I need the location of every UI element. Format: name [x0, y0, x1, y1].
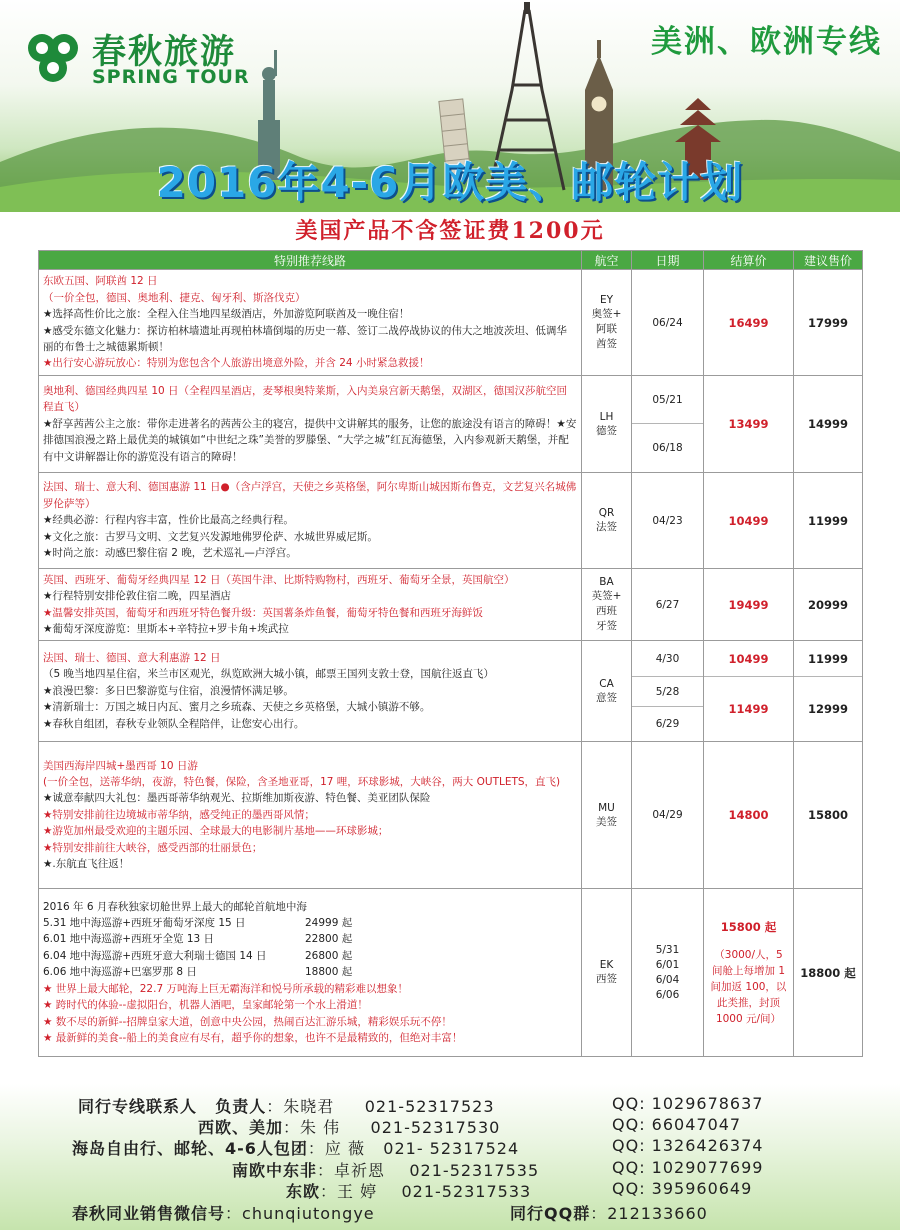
settle-price-cell: 16499 [704, 270, 794, 376]
tour-table [38, 250, 863, 1057]
contact-qq: QQ: 1326426374 [612, 1136, 764, 1155]
settle-price-cell [704, 889, 794, 1057]
route-cell [39, 376, 582, 473]
visa-line: 阿联 [596, 323, 617, 335]
cruise-highlight: ★ 跨时代的体验--虚拟阳台，机器人酒吧，皇家邮轮第一个水上滑道！ [43, 999, 368, 1012]
page-title: 2016年4-6月欧美、邮轮计划 [156, 158, 744, 207]
route-line: 法国、瑞士、意大利、德国惠游 11 日●（含卢浮宫，天使之乡英格堡，阿尔卑斯山城因斯布鲁克，文艺复兴名城佛罗伦萨等） [43, 481, 577, 510]
route-cell [39, 270, 582, 376]
settle-price-cell [704, 641, 794, 742]
contact-row [78, 1094, 495, 1117]
route-line: ★诚意奉献四大礼包：墨西哥蒂华纳观光、拉斯维加斯夜游、特色餐、美亚团队保险 [43, 792, 431, 805]
contact-phone: 021-52317523 [364, 1097, 495, 1116]
visa-line: 西班 [596, 605, 617, 617]
contact-row [198, 1115, 500, 1138]
airline-cell [582, 569, 632, 641]
route-line: ★浪漫巴黎：多日巴黎游览与住宿，浪漫情怀满足够。 [43, 684, 294, 697]
route-line: 奥地利、德国经典四星 10 日（全程四星酒店，麦琴根奥特莱斯，入内美泉宫新天鹅堡，双湖区，德国汉莎航空回程直飞） [43, 384, 568, 414]
spring-tour-logo-icon [22, 26, 84, 88]
date-value: 06/18 [652, 442, 683, 454]
date-cell [632, 376, 704, 473]
date-cell: 04/29 [632, 742, 704, 889]
settle-note: （3000/人，5 间舱上每增加 1 间加返 100，以此类推，封顶 1000 元/间） [710, 948, 787, 1025]
settle-price-cell: 19499 [704, 569, 794, 641]
route-line: 美国西海岸四城+墨西哥 10 日游 [43, 759, 198, 772]
contact-name: ：朱晓君 [266, 1097, 335, 1116]
route-line: ★.东航直飞往返！ [43, 858, 130, 871]
settle-price-cell: 10499 [704, 473, 794, 569]
contact-qq: QQ: 1029678637 [612, 1094, 764, 1113]
airline-code: CA [599, 677, 614, 690]
contact-name: ：朱 伟 [283, 1118, 341, 1137]
date-value: 4/30 [632, 641, 703, 677]
brand-logo [22, 22, 272, 92]
wechat-id: ：chunqiutongye [225, 1204, 375, 1223]
table-row [39, 641, 863, 742]
date-value: 05/21 [632, 376, 703, 424]
airline-cell [582, 473, 632, 569]
contact-role: 负责人 [215, 1097, 267, 1116]
route-line: （一价全包，德国、奥地利、捷克、匈牙利、斯洛伐克） [43, 291, 306, 304]
retail-price-cell: 11999 [794, 473, 863, 569]
contact-row [72, 1136, 519, 1159]
route-line: ★选择高性价比之旅：全程入住当地四星级酒店，外加游览阿联酋及一晚住宿！ [43, 308, 410, 321]
date-value: 6/29 [655, 718, 680, 730]
route-line: 英国、西班牙、葡萄牙经典四星 12 日（英国牛津、比斯特购物村，西班牙、葡萄牙全景，英国航空） [43, 573, 515, 586]
cruise-item [43, 915, 577, 931]
retail-price-cell: 17999 [794, 270, 863, 376]
airline-cell [582, 889, 632, 1057]
date-cell [632, 641, 704, 742]
brand-name-en: SPRING TOUR [92, 66, 250, 88]
contact-label: 同行QQ群 [510, 1204, 591, 1223]
price-value: 12999 [807, 702, 848, 716]
cruise-item [43, 948, 577, 964]
date-cell [632, 889, 704, 1057]
visa-line: 西签 [596, 973, 617, 985]
route-cell [39, 641, 582, 742]
table-row [39, 376, 863, 473]
contact-label: 海岛自由行、邮轮、4-6人包团 [72, 1139, 308, 1158]
visa-line: 酋签 [596, 338, 617, 350]
contact-phone: 021-52317535 [409, 1161, 540, 1180]
table-row-cruise [39, 889, 863, 1057]
visa-line: 美签 [596, 815, 617, 828]
contact-row [510, 1201, 708, 1224]
route-line: ★温馨安排英国，葡萄牙和西班牙特色餐升级：英国薯条炸鱼餐，葡萄牙特色餐和西班牙海鲜饭 [43, 606, 483, 619]
airline-cell [582, 742, 632, 889]
visa-line: 奥签+ [591, 308, 622, 320]
contact-qq: QQ: 66047047 [612, 1115, 742, 1134]
cruise-item-name: 6.06 地中海巡游+巴塞罗那 8 日 [43, 966, 197, 979]
route-line: ★游览加州最受欢迎的主题乐园、全球最大的电影制片基地——环球影城； [43, 825, 389, 838]
route-line: 东欧五国、阿联酋 12 日 [43, 275, 158, 288]
airline-cell [582, 376, 632, 473]
route-line: ★时尚之旅：动感巴黎住宿 2 晚，艺术巡礼—卢浮宫。 [43, 547, 297, 560]
contact-label: 南欧中东非 [232, 1161, 318, 1180]
table-header-row [39, 251, 863, 270]
route-line: 法国、瑞士、德国、意大利惠游 12 日 [43, 651, 221, 664]
table-row [39, 473, 863, 569]
col-header-date: 日期 [632, 251, 704, 270]
settle-value: 10499 [704, 641, 793, 677]
route-line: ★感受东德文化魅力：探访柏林墙遗址再现柏林墙倒塌的历史一幕、签订二战停战协议的伟大之地波茨坦、低调华丽的布鲁士之城德累斯顿！ [43, 324, 567, 353]
settle-price-cell: 13499 [704, 376, 794, 473]
airline-code: QR [598, 507, 615, 519]
cruise-item-price: 18800 起 [305, 966, 353, 979]
airline-code: MU [598, 801, 615, 814]
col-header-airline: 航空 [582, 251, 632, 270]
visa-line: 德签 [596, 424, 617, 437]
route-line: ★春秋自组团，春秋专业领队全程陪伴，让您安心出行。 [43, 717, 305, 730]
cruise-item-price: 24999 起 [305, 917, 353, 930]
settle-value: 11499 [728, 702, 769, 716]
qq-group: ：212133660 [590, 1204, 708, 1223]
retail-price-cell: 18800 起 [794, 889, 863, 1057]
contact-row [72, 1201, 375, 1224]
route-line: （5 晚当地四星住宿，米兰市区观光，纵览欧洲大城小镇，邮票王国列支敦士登，国航往返直飞） [43, 668, 495, 681]
route-line: ★特别安排前往大峡谷，感受西部的壮丽景色； [43, 841, 263, 854]
col-header-retail-price: 建议售价 [794, 251, 863, 270]
contact-qq: QQ: 1029077699 [612, 1158, 764, 1177]
visa-line: 英签+ [591, 590, 622, 602]
route-line: ★行程特别安排伦敦住宿二晚，四星酒店 [43, 590, 231, 603]
visa-line: 意签 [596, 691, 617, 704]
route-line: ★经典必游：行程内容丰富，性价比最高之经典行程。 [43, 514, 294, 527]
contact-name: ：卓祈恩 [317, 1161, 386, 1180]
date-value: 6/01 [655, 958, 680, 971]
settle-price-cell: 14800 [704, 742, 794, 889]
cruise-highlight: ★ 数不尽的新鲜--招牌皇家大道，创意中央公园，热闹百达汇游乐城，精彩娱乐玩不停！ [43, 1015, 452, 1028]
date-value: 5/28 [632, 677, 703, 707]
contact-phone: 021-52317533 [401, 1182, 532, 1201]
date-cell: 06/24 [632, 270, 704, 376]
cruise-intro: 2016 年 6 月春秋独家切舱世界上最大的邮轮首航地中海 [43, 900, 307, 913]
brand-name-cn: 春秋旅游 [92, 32, 236, 72]
airline-cell [582, 641, 632, 742]
route-line: ★葡萄牙深度游览：里斯本+辛特拉+罗卡角+埃武拉 [43, 622, 289, 635]
airline-code: EY [599, 294, 614, 306]
route-line: ★舒享茜茜公主之旅：带你走进著名的茜茜公主的寝宫，提供中文讲解其的服务，让您的旅途没有语言的障碍！★安排德国浪漫之路上最优美的城镇如“中世纪之珠”美誉的罗滕堡、“大学之城”红瓦海德堡，入内参观新天鹅堡，并配有中文讲解器让你的游览没有语言的障碍！ [43, 417, 577, 463]
cruise-item-name: 6.01 地中海巡游+西班牙全览 13 日 [43, 933, 215, 946]
contact-qq: QQ: 395960649 [612, 1179, 753, 1198]
airline-cell [582, 270, 632, 376]
date-cell: 6/27 [632, 569, 704, 641]
contact-phone: 021-52317530 [370, 1118, 501, 1137]
route-cell [39, 473, 582, 569]
cruise-item [43, 964, 577, 980]
cruise-highlight: ★ 最新鲜的美食--船上的美食应有尽有，超乎你的想象，也许不是最精致的，但绝对丰富！ [43, 1031, 463, 1044]
price-value: 11999 [794, 641, 862, 677]
route-line: (一价全包，送蒂华纳，夜游，特色餐，保险，含圣地亚哥，17 哩，环球影城，大峡谷，两大 OUTLETS，直飞) [43, 775, 561, 788]
route-tag: 美洲、欧洲专线 [651, 24, 882, 60]
table-row [39, 270, 863, 376]
col-header-settle-price: 结算价 [704, 251, 794, 270]
route-cell [39, 889, 582, 1057]
route-cell [39, 569, 582, 641]
settle-value: 15800 起 [720, 919, 777, 934]
airline-code: BA [599, 576, 614, 588]
contact-name: ：应 薇 [307, 1139, 366, 1158]
retail-price-cell: 20999 [794, 569, 863, 641]
contact-row [232, 1158, 539, 1181]
contacts-section [0, 1084, 900, 1230]
contact-row [286, 1179, 531, 1202]
airline-code: LH [599, 410, 614, 423]
cruise-item-name: 5.31 地中海巡游+西班牙葡萄牙深度 15 日 [43, 917, 246, 930]
retail-price-cell [794, 641, 863, 742]
date-value: 6/06 [655, 988, 680, 1001]
date-cell: 04/23 [632, 473, 704, 569]
cruise-item-price: 22800 起 [305, 933, 353, 946]
cruise-highlight: ★ 世界上最大邮轮，22.7 万吨海上巨无霸海洋和悦号所承载的精彩难以想象！ [43, 982, 408, 995]
airline-code: EK [599, 959, 614, 971]
route-line: ★清新瑞士：万国之城日内瓦、蜜月之乡琉森、天使之乡英格堡，大城小镇游不够。 [43, 701, 431, 714]
cruise-item-name: 6.04 地中海巡游+西班牙意大利瑞士德国 14 日 [43, 949, 267, 962]
contact-label: 同行专线联系人 [78, 1097, 198, 1116]
cruise-item [43, 931, 577, 947]
route-line: ★出行安心游玩放心：特别为您包含个人旅游出境意外险，并含 24 小时紧急救援！ [43, 357, 430, 370]
visa-notice: 美国产品不含签证费1200元 [295, 218, 605, 244]
route-line: ★特别安排前往边境城市蒂华纳，感受纯正的墨西哥风情； [43, 808, 315, 821]
route-cell [39, 742, 582, 889]
table-row [39, 569, 863, 641]
retail-price-cell: 14999 [794, 376, 863, 473]
visa-line: 牙签 [596, 620, 617, 632]
contact-label: 春秋同业销售微信号 [72, 1204, 226, 1223]
tour-rows [39, 270, 863, 1057]
contact-label: 东欧 [286, 1182, 321, 1201]
table-row [39, 742, 863, 889]
retail-price-cell: 15800 [794, 742, 863, 889]
header-banner [0, 0, 900, 212]
contact-phone: 021- 52317524 [383, 1139, 520, 1158]
visa-line: 法签 [596, 521, 617, 533]
col-header-route: 特别推荐线路 [39, 251, 582, 270]
contact-name: ：王 婷 [320, 1182, 378, 1201]
date-value: 6/04 [655, 973, 680, 986]
route-line: ★文化之旅：古罗马文明、文艺复兴发源地佛罗伦萨、水城世界威尼斯。 [43, 530, 378, 543]
date-value: 5/31 [655, 943, 680, 956]
contact-label: 西欧、美加 [198, 1118, 284, 1137]
cruise-item-price: 26800 起 [305, 949, 353, 962]
